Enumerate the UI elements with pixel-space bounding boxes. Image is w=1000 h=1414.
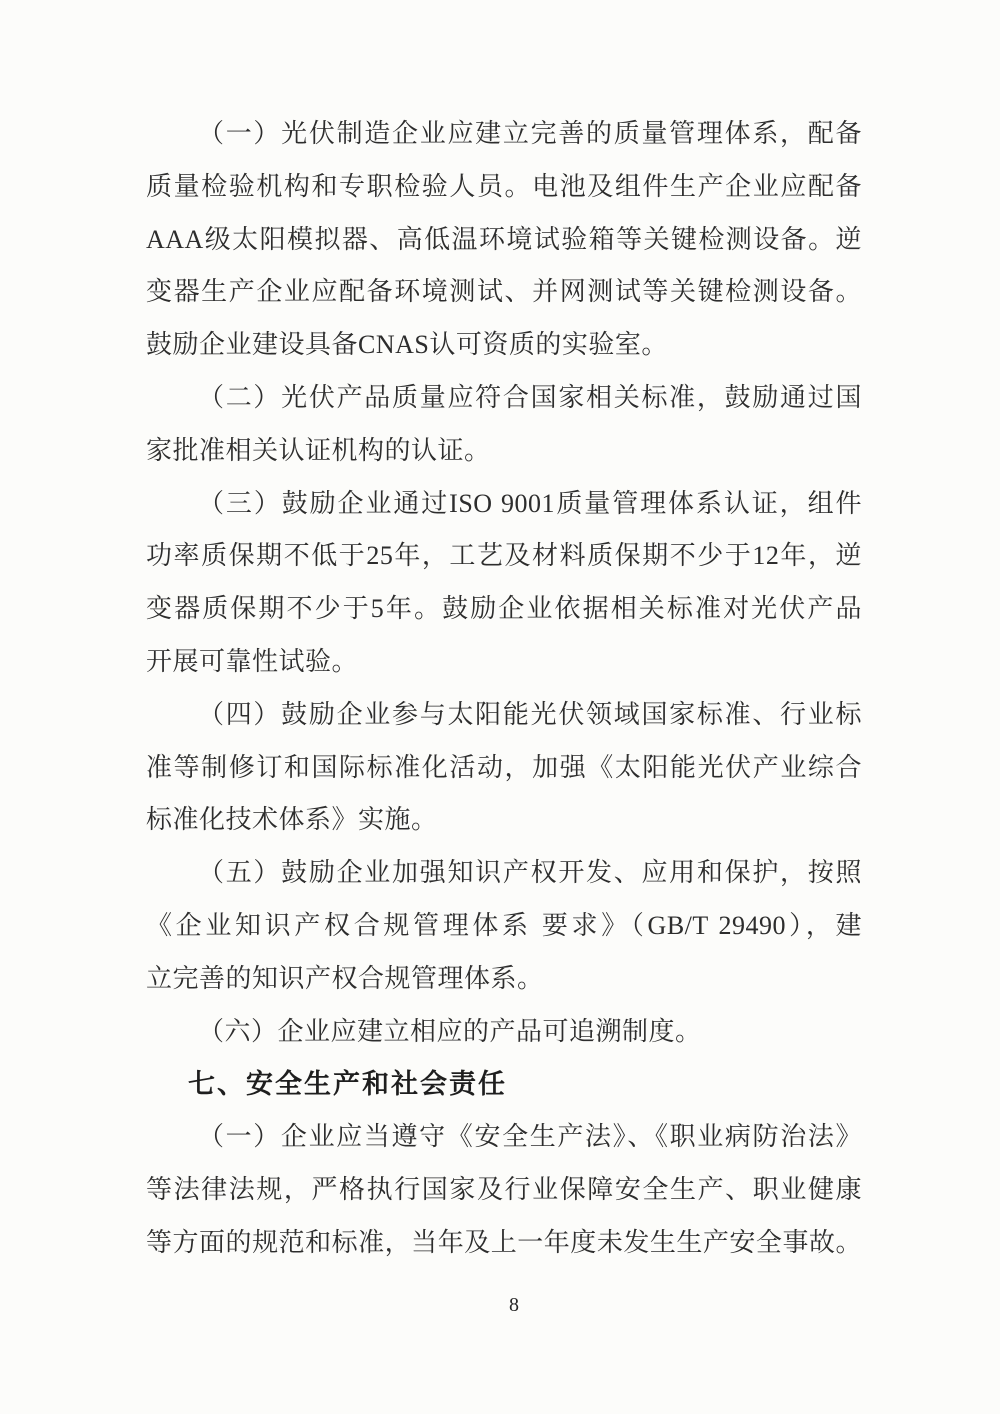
text-line: （一）企业应当遵守《安全生产法》、《职业病防治法》 xyxy=(198,1122,862,1152)
text-line: 变器质保期不少于5年。鼓励企业依据相关标准对光伏产品 xyxy=(146,594,862,624)
text-line: 标准化技术体系》实施。 xyxy=(146,805,438,835)
text-line: 开展可靠性试验。 xyxy=(146,646,359,676)
text-line: 《企业知识产权合规管理体系 要求》（GB/T 29490），建 xyxy=(146,910,862,940)
text-line: 等方面的规范和标准，当年及上一年度未发生生产安全事故。 xyxy=(146,1227,862,1257)
text-line: 变器生产企业应配备环境测试、并网测试等关键检测设备。 xyxy=(146,277,862,307)
text-line: AAA级太阳模拟器、高低温环境试验箱等关键检测设备。逆 xyxy=(146,224,862,254)
text-line: 准等制修订和国际标准化活动，加强《太阳能光伏产业综合 xyxy=(146,752,862,782)
text-line: 质量检验机构和专职检验人员。电池及组件生产企业应配备 xyxy=(146,171,862,201)
section-heading: 七、安全生产和社会责任 xyxy=(188,1069,507,1100)
text-line: （二）光伏产品质量应符合国家相关标准，鼓励通过国 xyxy=(198,382,862,412)
text-line: 鼓励企业建设具备CNAS认可资质的实验室。 xyxy=(146,330,668,360)
text-line: （三）鼓励企业通过ISO 9001质量管理体系认证，组件 xyxy=(198,488,862,518)
text-line: 功率质保期不低于25年，工艺及材料质保期不少于12年，逆 xyxy=(146,541,862,571)
text-line: （四）鼓励企业参与太阳能光伏领域国家标准、行业标 xyxy=(198,699,862,729)
text-line: 家批准相关认证机构的认证。 xyxy=(146,435,491,465)
text-line: （五）鼓励企业加强知识产权开发、应用和保护，按照 xyxy=(198,858,862,888)
page-number: 8 xyxy=(509,1294,519,1316)
text-line: 立完善的知识产权合规管理体系。 xyxy=(146,963,544,993)
text-line: （六）企业应建立相应的产品可追溯制度。 xyxy=(198,1016,702,1046)
text-line: （一）光伏制造企业应建立完善的质量管理体系，配备 xyxy=(198,119,862,148)
document-body xyxy=(146,108,862,1270)
text-line: 等法律法规，严格执行国家及行业保障安全生产、职业健康 xyxy=(146,1174,862,1204)
